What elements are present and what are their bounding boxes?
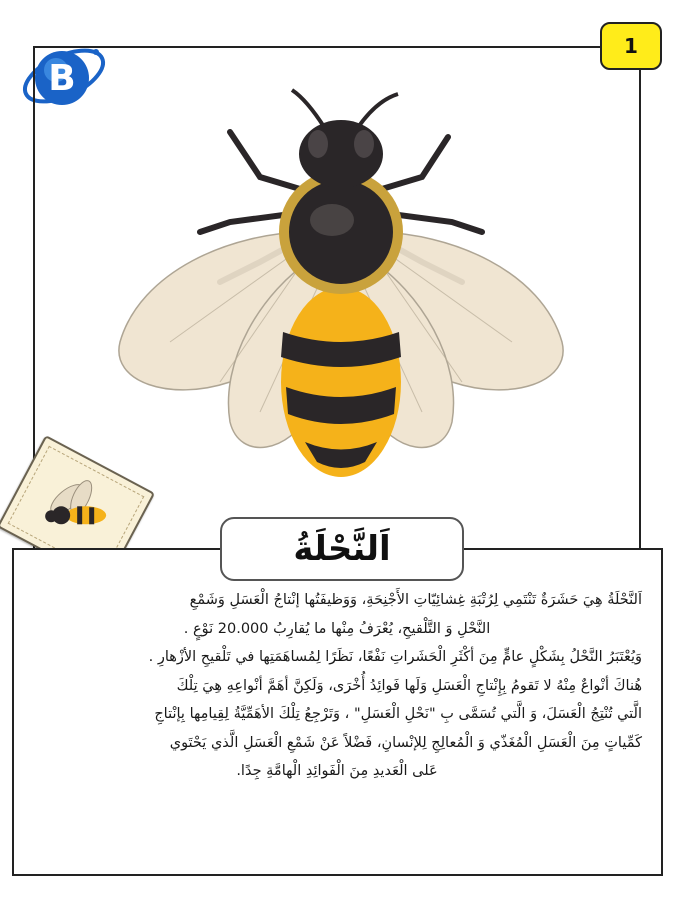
body-paragraph <box>32 586 642 786</box>
page-title: اَلنَّحْلَةُ <box>220 517 464 581</box>
body-line: هُناكَ أنْواعٌ مِنْهُ لا تَقومُ بِإِنْتاجِ الْعَسَلِ وَلَها فَوائِدُ أُخْرَى، وَلَكِنَّ أهَمَّ أنْواعِهِ هِيَ تِلْكَ <box>176 677 642 694</box>
body-line: كَمِّياتٍ مِنَ الْعَسَلِ الْمُغَذّي وَ الْمُعالِجِ لِلإنْسانِ، فَضْلاً عَنْ شَمْعِ الْعَسَلِ الَّذي يَحْتَوي <box>169 734 642 751</box>
small-bee-icon <box>31 473 119 541</box>
body-line: وَيُعْتَبَرُ النَّحْلُ بِشَكْلٍ عامٍّ مِنَ أكْثَرِ الْحَشَراتِ نَفْعًا، نَظَرًا لِمُساهَمَتِها في تَلْقيحِ الأزْهارِ . <box>148 649 642 665</box>
body-line: اَلنَّحْلَةُ هِيَ حَشَرَةٌ تَنْتَمِي لِرُتْبَةِ غِشائِيّاتِ الأَجْنِحَةِ، وَوَظيفَتُها إنْتاجُ الْعَسَلِ وَشَمْعِ <box>189 592 642 608</box>
logo-letter: B <box>48 58 76 99</box>
bee-illustration <box>110 82 570 482</box>
page-number-badge: 1 <box>600 22 662 70</box>
body-line: النَّحْلِ وَ التَّلْقيحِ، يُعْرَفُ مِنْها ما يُقارِبُ 20.000 نَوْعٍ . <box>183 620 491 637</box>
body-line: الَّتي تُنْتِجُ الْعَسَلَ، وَ الَّتي تُسَمَّى بِ "نَحْلِ الْعَسَلِ" ، وَتَرْجِعُ تِلْكَ الأهَمِّيَّةُ لِقِيامِها بِإنْتاجِ <box>154 706 642 722</box>
body-line: عَلى الْعَديدِ مِنَ الْفَوائِدِ الْهامَّةِ جِدًا. <box>236 763 438 779</box>
honey-bee-icon <box>110 82 570 482</box>
